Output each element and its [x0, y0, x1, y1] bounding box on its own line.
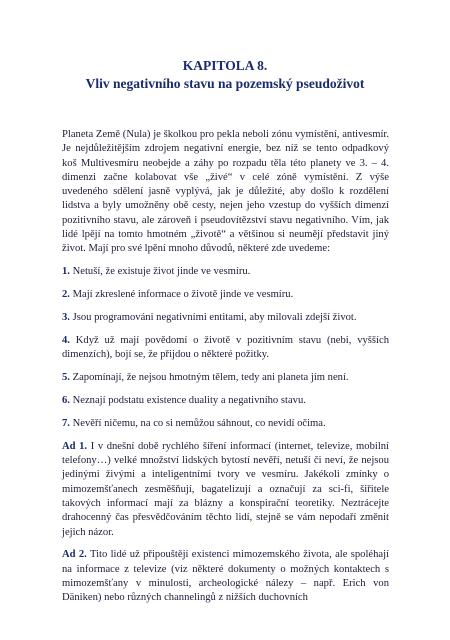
list-text: Nevěří ničemu, na co si nemůžou sáhnout, co nevidí očima. — [69, 417, 326, 429]
list-number: 5. — [62, 372, 70, 384]
note-number: Ad 1. — [62, 440, 88, 452]
list-number: 6. — [62, 395, 70, 407]
list-number: 1. — [62, 266, 70, 278]
list-text: Netuší, že existuje život jinde ve vesmíru. — [69, 266, 251, 278]
list-item-5 — [62, 371, 389, 385]
list-number: 3. — [62, 312, 70, 324]
intro-paragraph: Planeta Země (Nula) je školkou pro pekla neboli zónu vymístění, antivesmír. Je nejdůležitějším zdrojem negativní energie, bez níž se tento odpadkový koš Multivesmíru neobejde a záhy po rozpadu těla této planety ve 3. – 4. dimenzi začne kolabovat vše „živé“ v celé zóně vymístění. Z výše uvedeného sdělení jasně vyplývá, jak je důležité, aby došlo k rozdělení lidstva a byly umožněny obě cesty, nejen jeho vzestup do vyšších dimenzí pozitivního stavu, ale zároveň i pseudovítězství stavu negativního. Vím, jak lidé lpějí na tomto hmotném „životě“ a většinou si neumějí představit jiný život. Mají pro své lpění mnoho důvodů, některé zde uvedeme: — [62, 129, 389, 255]
list-text: Zapomínají, že nejsou hmotným tělem, tedy ani planeta jím není. — [69, 372, 349, 384]
note-ad-1 — [62, 440, 389, 540]
chapter-label: KAPITOLA 8. — [182, 58, 268, 73]
note-text: I v dnešní době rychlého šíření informací (internet, televize, mobilní telefony…) velké množství lidských bytostí nevěří, netuší či neví, že nejsou jedinými živými a inteligentními tvory ve vesmíru. Jakékoli zmínky o mimozemšťanech zesměšňují, bagatelizují a označují za sci-fi, šiřitele takových informací mají za blázny a konspirační teoretiky. Neztrácejte drahocenný čas přesvědčováním těchto lidí, stejně se vám nepodaří změnit jejich názor. — [62, 440, 389, 538]
note-number: Ad 2. — [62, 549, 87, 561]
note-text: Tito lidé už připouštějí existenci mimozemského života, ale spoléhají na informace z televize (viz některé dokumenty o možných kontaktech s mimozemšťany v minulosti, archeologické nálezy – např. Erich von Däniken) nebo různých channelingů z nižších duchovních — [62, 549, 389, 604]
list-item-3 — [62, 311, 389, 325]
list-text: Neznají podstatu existence duality a negativního stavu. — [69, 395, 306, 407]
list-number: 7. — [62, 417, 70, 429]
list-item-6 — [62, 394, 389, 408]
list-text: Mají zkreslené informace o životě jinde ve vesmíru. — [69, 289, 294, 301]
list-item-4 — [62, 334, 389, 363]
list-text: Jsou programováni negativními entitami, aby milovali zdejší život. — [69, 312, 357, 324]
chapter-body — [62, 128, 389, 614]
note-ad-2 — [62, 548, 389, 605]
list-item-7 — [62, 417, 389, 431]
list-item-1 — [62, 265, 389, 279]
list-number: 4. — [62, 334, 70, 346]
list-number: 2. — [62, 289, 70, 301]
list-text: Když už mají povědomí o životě v pozitivním stavu (nebi, vyšších dimenzích), bojí se, že přijdou o některé požitky. — [62, 334, 389, 361]
chapter-title: Vliv negativního stavu na pozemský pseudoživot — [85, 76, 365, 91]
list-item-2 — [62, 288, 389, 302]
